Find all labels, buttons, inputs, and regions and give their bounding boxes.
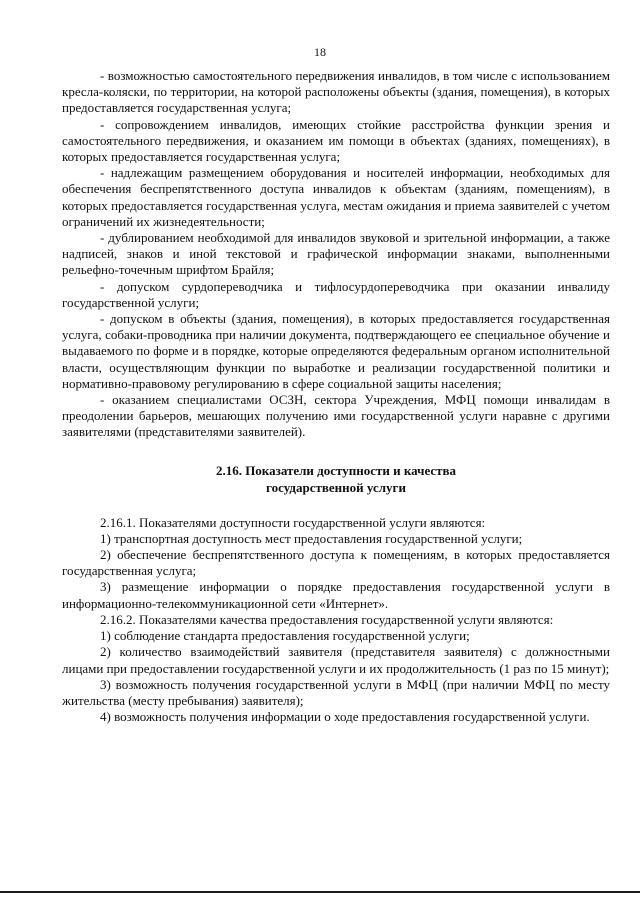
page-number: 18 — [314, 45, 326, 59]
paragraph-quality-item-1: 1) соблюдение стандарта предоставления государственной услуги; — [100, 628, 470, 644]
paragraph-quality-item-3: 3) возможность получения государственной услуги в МФЦ (при наличии МФЦ по месту жительства (месту пребывания) заявителя); — [62, 676, 610, 708]
bottom-divider — [0, 891, 640, 893]
section-heading-line-1: 2.16. Показатели доступности и качества — [215, 462, 457, 478]
paragraph-escort: - сопровождением инвалидов, имеющих стойкие расстройства функции зрения и самостоятельного передвижения, и оказанием им помощи в объектах (зданиях, помещениях), в которых предоставляется государственная услуга; — [62, 116, 610, 165]
paragraph-guide-dog: - допуском в объекты (здания, помещения), в которых предоставляется государственная услуга, собаки-проводника при наличии документа, подтверждающего ее специальное обучение и выдаваемого по форме и в порядке, которые определяются федеральным органом исполнительной власти, осуществляющим функции по выработке и реализации государственной политики и нормативно-правовому регулированию в сфере социальной защиты населения; — [62, 311, 610, 391]
document-body — [62, 68, 610, 725]
paragraph-braille: - дублированием необходимой для инвалидов звуковой и зрительной информации, а также надписей, знаков и иной текстовой и графической информации знаками, выполненными рельефно-точечным шрифтом Брайля; — [62, 230, 610, 278]
section-heading — [62, 462, 610, 496]
paragraph-accessibility-item-3: 3) размещение информации о порядке предоставления государственной услуги в информационно-телекоммуникационной сети «Интернет». — [62, 579, 610, 611]
paragraph-assistance: - оказанием специалистами ОСЗН, сектора Учреждения, МФЦ помощи инвалидам в преодолении барьеров, мешающих получению ими государственной услуги наравне с другими заявителями (представителями заявителей). — [62, 392, 610, 440]
paragraph-equipment: - надлежащим размещением оборудования и носителей информации, необходимых для обеспечения беспрепятственного доступа инвалидов к объектам (зданиям, помещениям), в которых предоставляется государственная услуга, местам ожидания и приема заявителей с учетом ограничений их жизнедеятельности; — [62, 165, 610, 229]
paragraph-mobility: - возможностью самостоятельного передвижения инвалидов, в том числе с использованием кресла-коляски, по территории, на которой расположены объекты (здания, помещения), в которых предоставляется государственная услуга; — [62, 68, 610, 116]
paragraph-accessibility-intro: 2.16.1. Показателями доступности государственной услуги являются: — [100, 514, 486, 530]
paragraph-quality-intro: 2.16.2. Показателями качества предоставления государственной услуги являются: — [100, 611, 554, 627]
paragraph-accessibility-item-1: 1) транспортная доступность мест предоставления государственной услуги; — [100, 530, 523, 546]
paragraph-quality-item-4: 4) возможность получения информации о ходе предоставления государственной услуги. — [100, 709, 590, 725]
paragraph-quality-item-2: 2) количество взаимодействий заявителя (представителя заявителя) с должностными лицами при предоставлении государственной услуги и их продолжительность (1 раз по 15 минут); — [62, 644, 610, 676]
paragraph-sign-interpreter: - допуском сурдопереводчика и тифлосурдопереводчика при оказании инвалиду государственной услуги; — [62, 278, 610, 310]
paragraph-accessibility-item-2: 2) обеспечение беспрепятственного доступа к помещениям, в которых предоставляется государственная услуга; — [62, 547, 610, 579]
section-heading-line-2: государственной услуги — [266, 479, 406, 495]
